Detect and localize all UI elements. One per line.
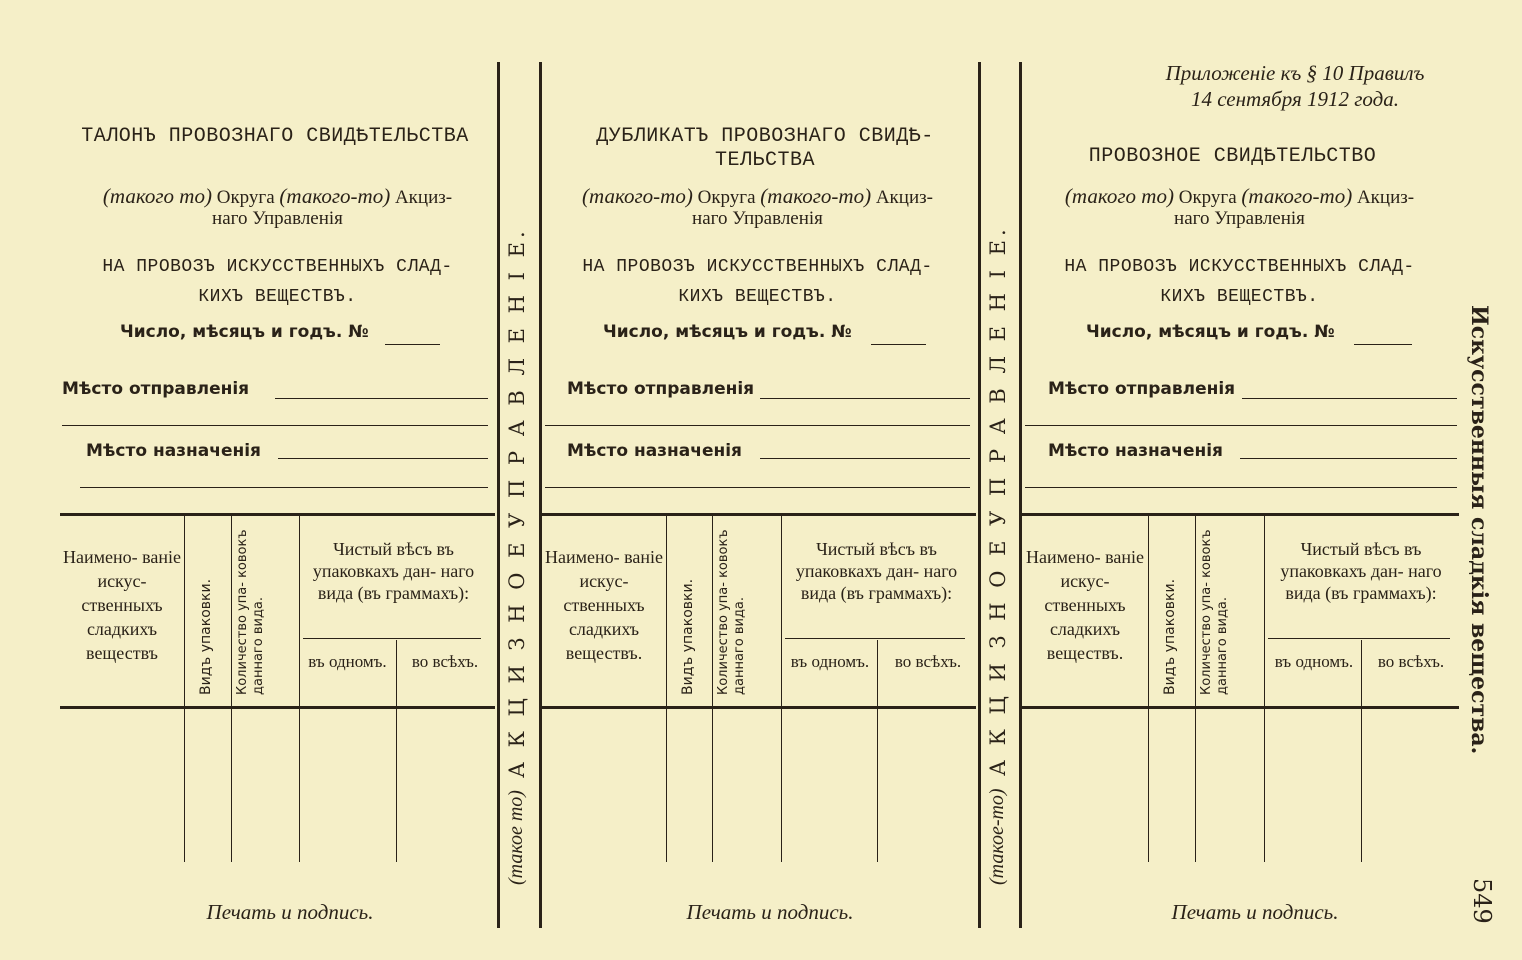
panel-3-date-label: Число, мѣсяцъ и годъ. №	[1086, 322, 1335, 342]
panel-3-date-blank[interactable]	[1354, 344, 1412, 345]
panel-2-district-plain-1: Округа	[697, 187, 756, 208]
panel-1-destination-blank-2[interactable]	[80, 487, 488, 488]
panel-1-date-field	[120, 322, 369, 342]
panel-1-vline-3	[299, 516, 300, 862]
panel-1-date-blank[interactable]	[385, 344, 440, 345]
panel-2-purpose-line-1: НА ПРОВОЗЪ ИСКУССТВЕННЫХЪ СЛАД-	[582, 257, 933, 277]
panel-2-destination-blank[interactable]	[760, 458, 970, 459]
panel-1-title-line-1: ТАЛОНЪ ПРОВОЗНАГО СВИДѢТЕЛЬСТВА	[81, 125, 469, 148]
panel-1-district	[60, 186, 495, 229]
panel-3-title-line-1: ПРОВОЗНОЕ СВИДѢТЕЛЬСТВО	[1088, 145, 1377, 168]
panel-1-col-weight: Чистый вѣсъ въ упаковкахъ дан- наго вида (въ граммахъ):	[312, 539, 475, 603]
panel-2-departure-label: Мѣсто отправленiя	[567, 379, 755, 399]
separator-1-line-left	[497, 62, 500, 928]
panel-1-col-one: въ одномъ.	[308, 652, 387, 671]
panel-2-departure-blank[interactable]	[760, 398, 970, 399]
panel-2-title-line-1: ДУБЛИКАТЪ ПРОВОЗНАГО СВИДѢ-	[596, 125, 934, 148]
panel-1-destination-blank[interactable]	[278, 458, 488, 459]
panel-3-district	[1022, 186, 1457, 229]
panel-1-district-plain-2: Акциз-	[394, 187, 453, 208]
panel-1-vline-1	[184, 516, 185, 862]
panel-1-purpose-line-2: КИХЪ ВЕЩЕСТВЪ.	[198, 287, 357, 307]
separator-2-line-left	[978, 62, 981, 928]
panel-2-table-top	[542, 513, 976, 516]
panel-2-title-line-2: ТЕЛЬСТВА	[714, 149, 815, 172]
panel-3-departure-blank-2[interactable]	[1025, 425, 1457, 426]
panel-1-purpose	[60, 252, 495, 312]
panel-2-date-label: Число, мѣсяцъ и годъ. №	[603, 322, 852, 342]
panel-3-vline-3	[1264, 516, 1265, 862]
separator-2-text	[986, 115, 1010, 885]
panel-2-vline-3	[781, 516, 782, 862]
panel-1-table-top	[60, 513, 495, 516]
side-title: Искусственныя сладкiя вещества.	[1466, 305, 1492, 755]
panel-3-departure-label: Мѣсто отправленiя	[1048, 379, 1236, 399]
panel-2-purpose	[540, 252, 975, 312]
panel-2-date-blank[interactable]	[871, 344, 926, 345]
panel-3-purpose-line-1: НА ПРОВОЗЪ ИСКУССТВЕННЫХЪ СЛАД-	[1064, 257, 1415, 277]
panel-1-departure-blank[interactable]	[275, 398, 488, 399]
panel-2-footer: Печать и подпись.	[686, 900, 854, 924]
panel-3-table-header-bottom	[1022, 706, 1459, 709]
panel-1-district-line-2: наго Управленiя	[212, 208, 343, 229]
separator-1-italic: (такое то)	[505, 790, 527, 885]
panel-2-col-count: Количество упа- ковокъ даннаго вида.	[716, 529, 747, 695]
panel-3-table-top	[1022, 513, 1459, 516]
panel-1-departure-label: Мѣсто отправленiя	[62, 379, 250, 399]
panel-2-col-weight: Чистый вѣсъ въ упаковкахъ дан- наго вида (въ граммахъ):	[795, 539, 958, 603]
panel-3-subheader-line	[1268, 638, 1450, 639]
panel-1-col-name: Наимено- ванiе искус- ственныхъ сладкихъ веществъ	[62, 547, 181, 663]
appendix-line-1: Приложенiе къ § 10 Правилъ	[1165, 61, 1425, 85]
panel-2-district-plain-2: Акциз-	[875, 187, 933, 208]
panel-1-footer: Печать и подпись.	[206, 900, 374, 924]
panel-2-date-field	[603, 322, 852, 342]
panel-3-district-line-2: наго Управленiя	[1174, 208, 1305, 229]
panel-1-departure-blank-2[interactable]	[62, 425, 488, 426]
panel-1-vline-2	[231, 516, 232, 862]
panel-2-district-ital-1: (такого-то)	[582, 184, 693, 208]
panel-3-date-field	[1086, 322, 1335, 342]
panel-1-date-label: Число, мѣсяцъ и годъ. №	[120, 322, 369, 342]
panel-2-vline-1	[666, 516, 667, 862]
panel-3-col-name: Наимено- ванiе искус- ственныхъ сладкихъ веществъ.	[1025, 547, 1144, 663]
panel-3-district-ital-2: (такого-то)	[1241, 184, 1353, 208]
panel-3-col-one: въ одномъ.	[1274, 652, 1354, 671]
panel-2-col-all: во всѣхъ.	[894, 652, 962, 671]
panel-3-vline-4	[1361, 640, 1362, 862]
panel-3-destination-blank-2[interactable]	[1025, 487, 1457, 488]
panel-1-purpose-line-1: НА ПРОВОЗЪ ИСКУССТВЕННЫХЪ СЛАД-	[102, 257, 453, 277]
page-number: 549	[1468, 878, 1496, 924]
panel-3-district-ital-1: (такого то)	[1064, 184, 1174, 208]
panel-2-col-pack: Видъ упаковки.	[680, 578, 696, 695]
panel-1-district-plain-1: Округа	[216, 187, 275, 208]
panel-3-footer: Печать и подпись.	[1171, 900, 1339, 924]
panel-2-title	[555, 125, 975, 173]
panel-1-destination-label: Мѣсто назначенiя	[86, 441, 261, 461]
panel-1-col-count: Количество упа- ковокъ даннаго вида.	[235, 529, 266, 695]
panel-3-col-all: во всѣхъ.	[1377, 652, 1445, 671]
panel-3-title	[1025, 145, 1440, 169]
panel-2-purpose-line-2: КИХЪ ВЕЩЕСТВЪ.	[678, 287, 837, 307]
panel-3-vline-1	[1148, 516, 1149, 862]
panel-2-col-name: Наимено- ванiе искус- ственныхъ сладкихъ веществъ.	[544, 547, 663, 663]
panel-2-destination-blank-2[interactable]	[545, 487, 970, 488]
separator-2-italic: (такое-то)	[986, 788, 1008, 885]
separator-1-spaced: А К Ц И З Н О Е У П Р А В Л Е Н I Е.	[505, 227, 529, 779]
panel-1-table-header-bottom	[60, 706, 495, 709]
appendix-line-2: 14 сентября 1912 года.	[1190, 87, 1400, 111]
panel-3-departure-blank[interactable]	[1242, 398, 1457, 399]
separator-2-spaced: А К Ц И З Н О Е У П Р А В Л Е Н I Е.	[986, 225, 1010, 777]
panel-1-district-ital-1: (такого то)	[102, 184, 212, 208]
panel-1-subheader-line	[303, 638, 481, 639]
panel-3-purpose	[1022, 252, 1457, 312]
panel-3-purpose-line-2: КИХЪ ВЕЩЕСТВЪ.	[1160, 287, 1319, 307]
panel-2-departure-blank-2[interactable]	[545, 425, 970, 426]
separator-1-text	[505, 115, 529, 885]
panel-3-destination-label: Мѣсто назначенiя	[1048, 441, 1223, 461]
panel-3-col-weight: Чистый вѣсъ въ упаковкахъ дан- наго вида (въ граммахъ):	[1280, 539, 1442, 603]
panel-1-district-ital-2: (такого-то)	[279, 184, 391, 208]
panel-2-district-ital-2: (такого-то)	[760, 184, 872, 208]
panel-2-vline-2	[712, 516, 713, 862]
panel-2-district-line-2: наго Управленiя	[692, 208, 823, 229]
panel-1-vline-4	[396, 640, 397, 862]
panel-2-vline-4	[877, 640, 878, 862]
panel-3-vline-2	[1195, 516, 1196, 862]
panel-3-district-plain-1: Округа	[1178, 187, 1237, 208]
panel-3-col-count: Количество упа- ковокъ даннаго вида.	[1199, 529, 1230, 695]
panel-1-title	[60, 125, 490, 149]
panel-2-subheader-line	[785, 638, 965, 639]
panel-3-district-plain-2: Акциз-	[1356, 187, 1415, 208]
panel-1-col-pack: Видъ упаковки.	[198, 578, 214, 695]
panel-1-col-all: во всѣхъ.	[411, 652, 479, 671]
panel-2-col-one: въ одномъ.	[790, 652, 870, 671]
panel-2-destination-label: Мѣсто назначенiя	[567, 441, 742, 461]
appendix-note	[1110, 60, 1480, 112]
panel-2-table-header-bottom	[542, 706, 976, 709]
panel-3-col-pack: Видъ упаковки.	[1162, 578, 1178, 695]
panel-2-district	[540, 186, 975, 229]
panel-3-destination-blank[interactable]	[1240, 458, 1457, 459]
